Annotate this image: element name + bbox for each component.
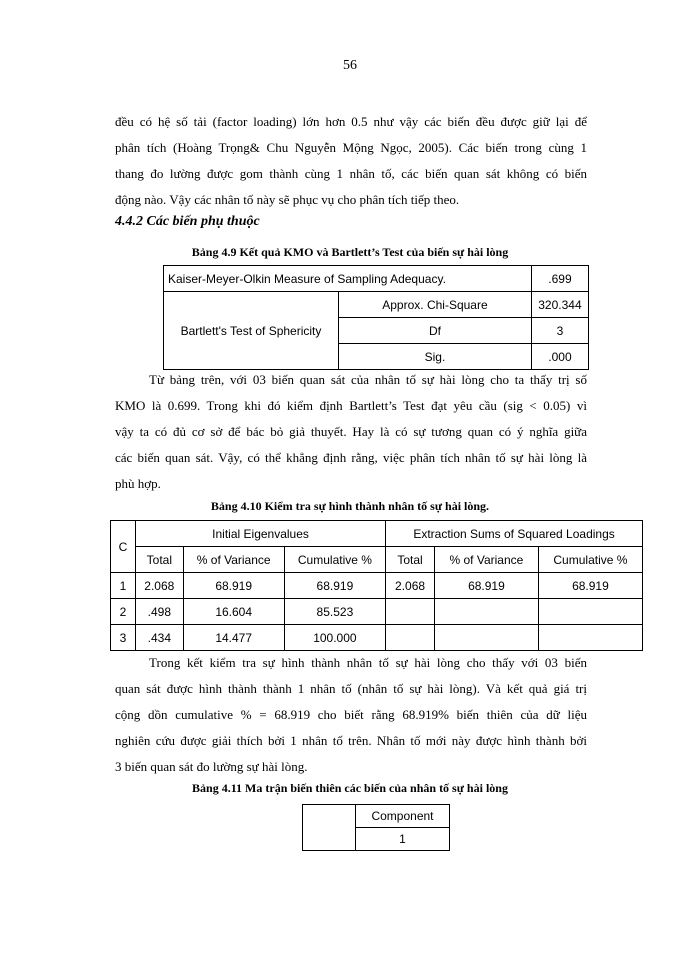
text-line: 3 biến quan sát đo lường sự hài lòng. xyxy=(115,759,308,774)
table-cell: 68.919 xyxy=(435,573,539,599)
table-header: Component xyxy=(356,805,450,828)
table-cell: 1 xyxy=(111,573,136,599)
table-cell: .000 xyxy=(531,344,588,370)
table-cell: Df xyxy=(339,318,532,344)
table-4-9-caption: Bảng 4.9 Kết quả KMO và Bartlett’s Test của biến sự hài lòng xyxy=(191,245,509,259)
table-cell xyxy=(538,625,642,651)
table-cell xyxy=(386,599,435,625)
kmo-bartlett-table xyxy=(163,265,589,370)
table-header: Cumulative % xyxy=(538,547,642,573)
table-cell: 100.000 xyxy=(284,625,385,651)
table-cell: Sig. xyxy=(339,344,532,370)
table-cell: 1 xyxy=(356,828,450,851)
text-line: nghiên cứu được giải thích bởi 1 nhân tố trên. Nhân tố mới này được hình thành bởi xyxy=(115,733,587,748)
component-matrix-table xyxy=(302,804,450,851)
table-cell: 68.919 xyxy=(183,573,284,599)
text-line: cộng dồn cumulative % = 68.919 cho biết rằng 68.919% biến thiên của dữ liệu xyxy=(115,707,587,722)
table-4-10-caption: Bảng 4.10 Kiểm tra sự hình thành nhân tố sự hài lòng. xyxy=(210,499,490,513)
table-cell: .498 xyxy=(136,599,184,625)
text-line: quan sát được hình thành thành 1 nhân tố (nhân tố sự hài lòng). Và kết quả giá trị xyxy=(115,681,587,696)
table-cell xyxy=(435,625,539,651)
text-line: phân tích (Hoàng Trọng& Chu Nguyễn Mộng Ngọc, 2005). Các biến trong cùng 1 xyxy=(115,140,587,155)
table-row xyxy=(111,599,643,625)
text-line: động nào. Vậy các nhân tố này sẽ phục vụ cho phân tích tiếp theo. xyxy=(115,192,460,207)
text-line: Trong kết kiểm tra sự hình thành nhân tố sự hài lòng cho thấy với 03 biến xyxy=(149,655,587,670)
text-line: vậy ta có đủ cơ sở để bác bỏ giả thuyết. Hay là có sự tương quan có ý nghĩa giữa xyxy=(115,424,587,439)
table-header: Extraction Sums of Squared Loadings xyxy=(386,521,643,547)
table-header: Total xyxy=(136,547,184,573)
table-cell-empty xyxy=(303,805,356,851)
eigenvalues-table xyxy=(110,520,643,651)
section-heading: 4.4.2 Các biến phụ thuộc xyxy=(115,214,260,229)
text-line: các biến quan sát. Vậy, có thể khẳng định rằng, việc phân tích nhân tố sự hài lòng là xyxy=(115,450,587,465)
table-header: Cumulative % xyxy=(284,547,385,573)
table-cell xyxy=(435,599,539,625)
table-cell xyxy=(538,599,642,625)
text-line: KMO là 0.699. Trong khi đó kiểm định Bartlett’s Test đạt yêu cầu (sig < 0.05) vì xyxy=(115,398,587,413)
paragraph-1 xyxy=(115,109,587,213)
paragraph-3 xyxy=(115,650,587,780)
table-header: % of Variance xyxy=(183,547,284,573)
table-cell xyxy=(386,625,435,651)
table-cell: .434 xyxy=(136,625,184,651)
table-cell: 16.604 xyxy=(183,599,284,625)
table-cell: 68.919 xyxy=(284,573,385,599)
table-cell: 85.523 xyxy=(284,599,385,625)
bartlett-label: Bartlett's Test of Sphericity xyxy=(164,292,339,370)
text-line: đều có hệ số tải (factor loading) lớn hơn 0.5 như vậy các biến đều được giữ lại để xyxy=(115,114,587,129)
table-header: Total xyxy=(386,547,435,573)
table-4-11-caption: Bảng 4.11 Ma trận biến thiên các biến của nhân tố sự hài lòng xyxy=(192,781,508,795)
table-cell: 2.068 xyxy=(136,573,184,599)
kmo-value: .699 xyxy=(531,266,588,292)
page-number: 56 xyxy=(343,58,357,73)
table-cell: 320.344 xyxy=(531,292,588,318)
table-cell: 2 xyxy=(111,599,136,625)
table-header: C xyxy=(111,521,136,573)
kmo-label: Kaiser-Meyer-Olkin Measure of Sampling Adequacy. xyxy=(164,266,532,292)
table-header: % of Variance xyxy=(435,547,539,573)
table-row xyxy=(111,573,643,599)
table-cell: 2.068 xyxy=(386,573,435,599)
paragraph-2 xyxy=(115,367,587,497)
table-cell: 3 xyxy=(531,318,588,344)
text-line: phù hợp. xyxy=(115,476,161,491)
table-cell: 14.477 xyxy=(183,625,284,651)
text-line: thang đo lường được gom thành cùng 1 nhân tố, các biến quan sát không có biến xyxy=(115,166,587,181)
table-header: Initial Eigenvalues xyxy=(136,521,386,547)
table-row xyxy=(111,625,643,651)
table-cell: 3 xyxy=(111,625,136,651)
text-line: Từ bảng trên, với 03 biến quan sát của nhân tố sự hài lòng cho ta thấy trị số xyxy=(149,372,587,387)
table-cell: 68.919 xyxy=(538,573,642,599)
table-cell: Approx. Chi-Square xyxy=(339,292,532,318)
